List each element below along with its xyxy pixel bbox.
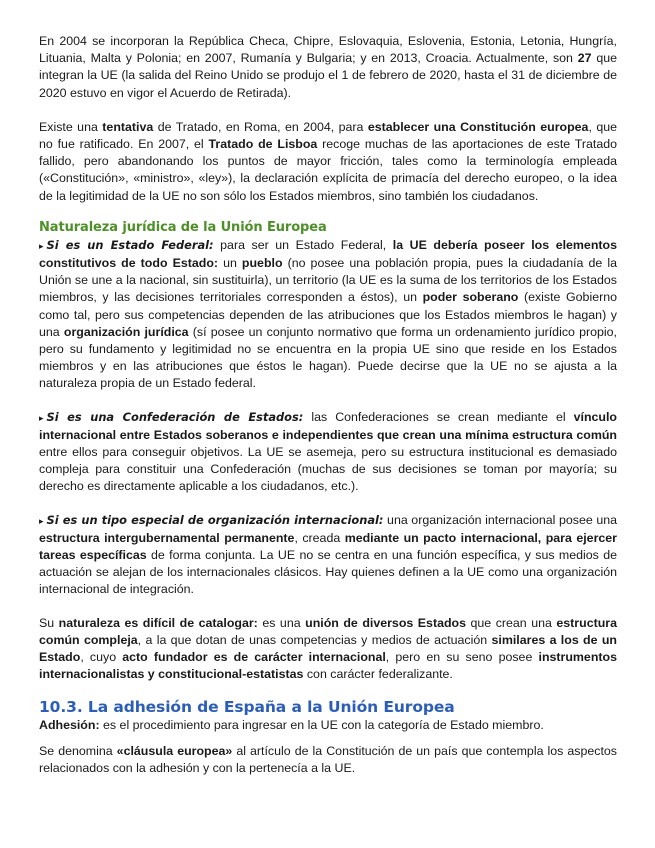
paragraph-constitution-attempt: Existe una tentativa de Tratado, en Roma, en 2004, para establecer una Constitución europea, que no fue ratificado. En 2007, el Tratado de Lisboa recoge muchas de las aportaciones de este Tratado fallido, pero abandonando los puntos de mayor fricción, tales como la terminología empleada («Constitución», «ministro», «ley»), la declaración explícita de primacía del derecho europeo, o la idea de la legitimidad de la UE no son sólo los Estados miembros, sino también los ciudadanos. (39, 119, 618, 203)
section-heading-naturaleza: Naturaleza jurídica de la Unión Europea (39, 219, 327, 235)
paragraph-organizacion-internacional: ▸ Si es un tipo especial de organización internacional: una organización internacional posee una estructura intergubernamental permanente, creada mediante un pacto internacional, para ejercer tareas específicas de forma conjunta. La UE no se centra en una función específica, y sus medios de actuación se alejan de los internacionales clásicos. Hay quienes definen a la UE como una organización internacional de integración. (39, 512, 617, 597)
paragraph-enlargement: En 2004 se incorporan la República Checa, Chipre, Eslovaquia, Eslovenia, Estonia, Letonia, Hungría, Lituania, Malta y Polonia; en 2007, Rumanía y Bulgaria; y en 2013, Croacia. Actualmente, son 27 que integran la UE (la salida del Reino Unido se produjo el 1 de febrero de 2020, hasta el 31 de diciembre de 2020 estuvo en vigor el Acuerdo de Retirada). (39, 34, 618, 100)
paragraph-naturaleza-summary: Su naturaleza es difícil de catalogar: es una unión de diversos Estados que crean una estructura común compleja, a la que dotan de unas competencias y medios de actuación similares a los de un Estado, cuyo acto fundador es de carácter internacional, pero en su seno posee instrumentos internacionalistas y constitucional-estatistas con carácter federalizante. (39, 615, 617, 682)
paragraph-clausula-europea: Se denomina «cláusula europea» al artículo de la Constitución de un país que contempla los aspectos relacionados con la adhesión y con la pertenecía a la UE. (39, 743, 617, 775)
bullet-icon: ▸ (39, 240, 44, 251)
bullet-icon: ▸ (39, 412, 44, 423)
paragraph-confederacion: ▸ Si es una Confederación de Estados: las Confederaciones se crean mediante el vínculo internacional entre Estados soberanos e independientes que crean una mínima estructura común entre ellos para conseguir objetivos. La UE se asemeja, pero su estructura institucional es demasiado compleja para constituir una Confederación (muchas de sus decisiones se toman por mayoría; su derecho es directamente aplicable a los ciudadanos, etc.). (39, 409, 617, 494)
bullet-icon: ▸ (39, 515, 44, 526)
section-heading-adhesion: 10.3. La adhesión de España a la Unión Europea (39, 697, 455, 716)
paragraph-adhesion-definition: Adhesión: es el procedimiento para ingresar en la UE con la categoría de Estado miembro. (39, 717, 544, 732)
paragraph-estado-federal: ▸ Si es un Estado Federal: para ser un Estado Federal, la UE debería poseer los elementos constitutivos de todo Estado: un pueblo (no posee una población propia, pues la ciudadanía de la Unión se une a la nacional, sin sustituirla), un territorio (la UE es la suma de los territorios de los Estados miembros, y las decisiones territoriales corresponden a éstos), un poder soberano (existe Gobierno como tal, pero sus competencias dependen de las atribuciones que los Estados miembros le hagan) y una organización jurídica (sí posee un conjunto normativo que forma un ordenamiento jurídico propio, pero su fundamento y legitimidad no se encuentra en la propia UE sino que reside en los Estados miembros y en las atribuciones que éstos le hagan). Puede decirse que la UE no se ajusta a la naturaleza propia de un Estado federal. (39, 237, 617, 391)
document-page (39, 33, 617, 777)
